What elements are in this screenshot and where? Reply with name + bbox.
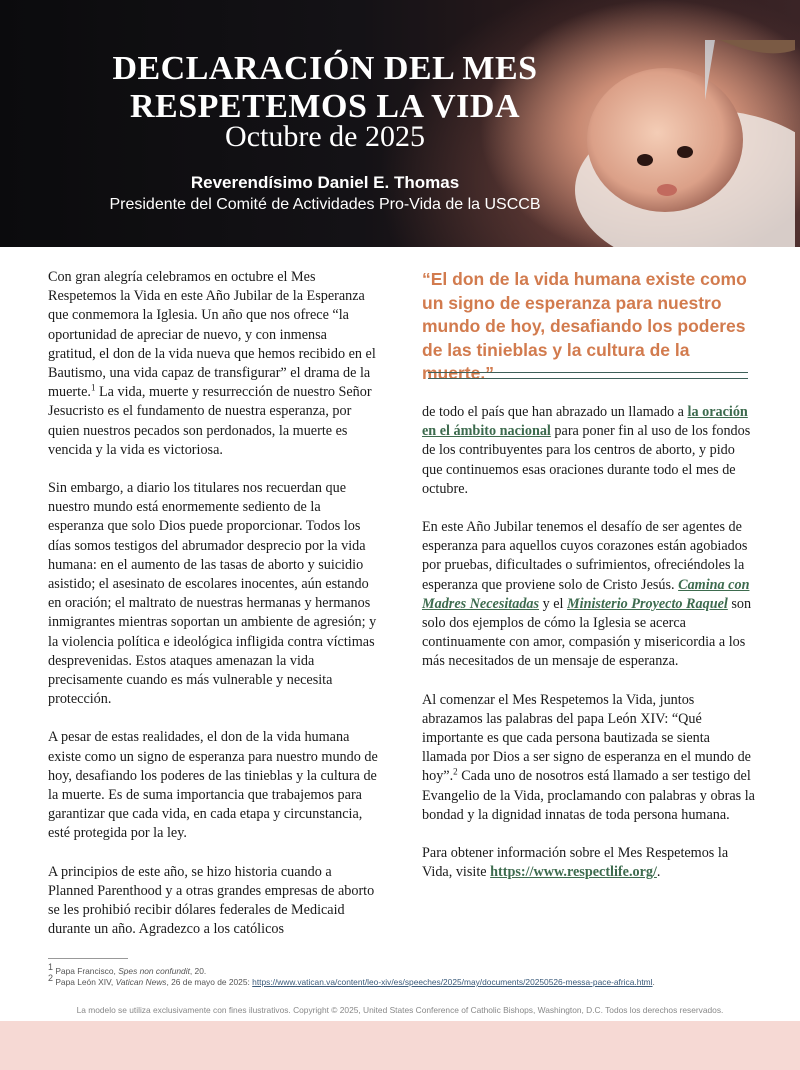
- national-prayer-link[interactable]: la oración en el ámbito nacional: [422, 404, 748, 440]
- right-column: [422, 403, 757, 901]
- footnote-1: [48, 962, 207, 976]
- quote-divider-bottom: [428, 378, 748, 379]
- paragraph-1: [48, 268, 378, 460]
- footnote-2-text: Papa León XIV,: [53, 977, 116, 987]
- paragraph-5-text-a: de todo el país que han abrazado un llamado a: [422, 404, 688, 420]
- footnote-1-end: , 20.: [189, 966, 207, 976]
- paragraph-2: Sin embargo, a diario los titulares nos recuerdan que nuestro mundo está enormemente sediento de la esperanza que solo Dios puede proporcionar. Todos los días somos testigos del abrumador desprecio por la vida humana: en el aumento de las tasas de aborto y suicidio asistido; el asesinato de escolares inocentes, aún estando en oración; el maltrato de nuestras hermanas y hermanos inmigrantes mientras soportan un ambiente de agresión; y la violencia política e ideológica infligida contra víctimas desprevenidas. Estos ataques amenazan la vida precisamente cuando es más vulnerable y necesita protección.: [48, 480, 377, 708]
- paragraph-8: [422, 844, 757, 882]
- footnote-1-number: 1: [48, 962, 54, 973]
- left-column: [48, 268, 378, 959]
- author-role: Presidente del Comité de Actividades Pro-Vida de la USCCB: [109, 196, 541, 213]
- copyright-notice: La modelo se utiliza exclusivamente con fines ilustrativos. Copyright © 2025, United States Conference of Catholic Bishops, Washington, D.C. Todos los derechos reservados.: [76, 1005, 724, 1015]
- paragraph-5-text-b: para poner fin al uso de los fondos de los contribuyentes para los centros de aborto, y pido que continuemos esas oraciones durante todo el mes de octubre.: [422, 423, 751, 497]
- paragraph-7-text-a: Al comenzar el Mes Respetemos la Vida, juntos abrazamos las palabras del papa León XIV: “Qué importante es que cada persona bautizada se sienta llamada por Dios a ser signo de esperanza en el mundo de hoy”.: [422, 691, 751, 785]
- paragraph-6-text-c: son solo dos ejemplos de cómo la Iglesia se acerca continuamente con amor, compasión y misericordia a los más necesitados de un mensaje de esperanza.: [422, 595, 752, 670]
- page-title-line2: RESPETEMOS LA VIDA: [129, 88, 521, 125]
- footnote-1-title: Spes non confundit: [118, 966, 190, 976]
- footnote-1-text: Papa Francisco,: [53, 966, 119, 976]
- paragraph-1-text-a: Con gran alegría celebramos en octubre el Mes Respetemos la Vida en este Año Jubilar de la Esperanza que conmemora la Iglesia. Un año que nos ofrece “la oportunidad de apreciar de nuevo, y con inmensa gratitud, el don de la vida nueva que hemos recibido en el Bautismo, una vida capaz de transfigurar” el drama de la muerte.: [48, 269, 376, 401]
- footnote-2-end: .: [652, 977, 655, 987]
- paragraph-8-text-a: Para obtener información sobre el Mes Respetemos la Vida, visite: [422, 845, 729, 881]
- footnote-2-source: Vatican News: [115, 977, 167, 987]
- footnote-2-date: , 26 de mayo de 2025:: [166, 977, 253, 987]
- paragraph-5: [422, 403, 757, 499]
- paragraph-6-text-b: y el: [539, 595, 568, 612]
- walking-with-moms-link[interactable]: Camina con Madres Necesitadas: [422, 576, 750, 612]
- paragraph-1-text-b: La vida, muerte y resurrección de nuestro Señor Jesucristo es el fundamento de nuestra esperanza, por quien nuestros pecados son perdonados, la muerte es vencida y la vida es victoriosa.: [48, 384, 372, 458]
- quote-divider-top: [428, 372, 748, 373]
- project-rachel-link[interactable]: Ministerio Proyecto Raquel: [567, 595, 728, 612]
- paragraph-6: [422, 518, 757, 672]
- footnote-2-number: 2: [48, 973, 54, 984]
- paragraph-8-text-b: .: [656, 864, 661, 881]
- paragraph-7-text-b: Cada uno de nosotros está llamado a ser testigo del Evangelio de la Vida, proclamando con palabras y obras la bondad y la dignidad innatas de toda persona humana.: [422, 768, 755, 823]
- vatican-link[interactable]: https://www.vatican.va/content/leo-xiv/es/speeches/2025/may/documents/20250526-messa-pace-africa.html: [252, 977, 653, 987]
- paragraph-3: A pesar de estas realidades, el don de la vida humana existe como un signo de esperanza para nuestro mundo de hoy, desafiando los poderes de las tinieblas y la cultura de la muerte. Es de suma importancia que trabajemos para garantizar que cada vida, en cada etapa y circunstancia, esté protegida por la ley.: [48, 729, 378, 842]
- paragraph-7: [422, 691, 757, 825]
- respectlife-link[interactable]: https://www.respectlife.org/: [490, 864, 657, 881]
- author-name: Reverendísimo Daniel E. Thomas: [190, 173, 460, 192]
- footnote-ref-2: 2: [453, 766, 458, 777]
- footer-band: [0, 1021, 800, 1070]
- footnote-ref-1: 1: [90, 382, 96, 393]
- header-banner: [0, 0, 800, 247]
- page-title-line1: DECLARACIÓN DEL MES: [112, 50, 538, 87]
- footnote-2: [48, 973, 655, 987]
- page-date: Octubre de 2025: [225, 120, 425, 153]
- footnote-divider: [48, 958, 128, 959]
- paragraph-6-text-a: En este Año Jubilar tenemos el desafío de ser agentes de esperanza para aquellos cuyos corazones están agobiados por pruebas, dificultades o sufrimientos, ofreciéndoles la esperanza que proviene solo de Cristo Jesús.: [422, 519, 748, 593]
- paragraph-4: A principios de este año, se hizo historia cuando a Planned Parenthood y a otras grandes empresas de aborto se les prohibió recibir dólares federales de Medicaid durante un año. Agradezco a los católicos: [48, 863, 375, 938]
- pull-quote: “El don de la vida humana existe como un signo de esperanza para nuestro mundo de hoy, desafiando los poderes de las tinieblas y la cultura de la muerte.”: [422, 269, 747, 383]
